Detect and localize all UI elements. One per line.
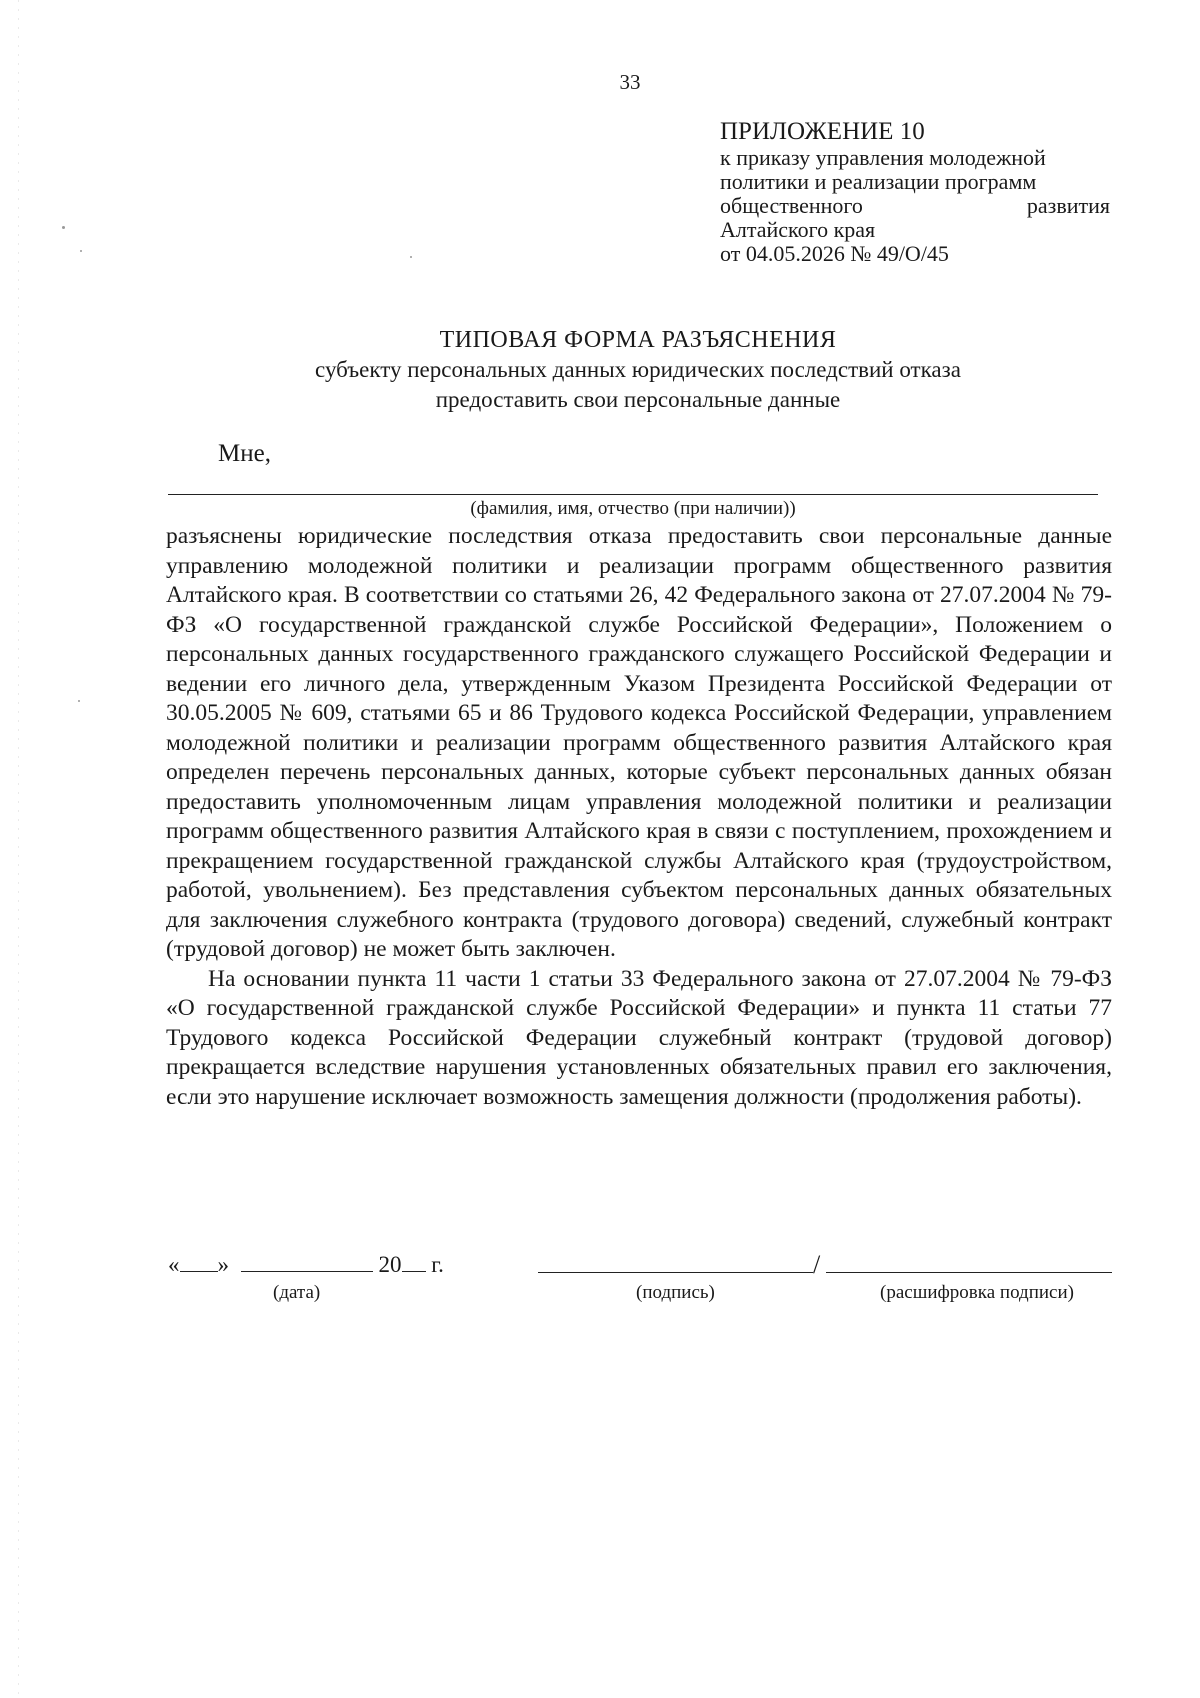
signature-caption: (подпись)	[636, 1282, 715, 1303]
document-title: ТИПОВАЯ ФОРМА РАЗЪЯСНЕНИЯ	[439, 327, 837, 353]
year-suffix: г.	[431, 1252, 444, 1277]
signature-row	[168, 1252, 1112, 1312]
close-quote: »	[217, 1252, 229, 1277]
open-quote: «	[168, 1252, 180, 1277]
addressee-label: Мне,	[218, 440, 271, 467]
body-paragraph: разъяснены юридические последствия отказа предоставить свои персональные данные управлению молодежной политики и реализации программ общественного развития Алтайского края. В соответствии со статьями 26, 42 Федерального закона от 27.07.2004 № 79-ФЗ «О государственной гражданской службе Российской Федерации», Положением о персональных данных государственного гражданского служащего Российской Федерации и ведении его личного дела, утвержденным Указом Президента Российской Федерации от 30.05.2005 № 609, статьями 65 и 86 Трудового кодекса Российской Федерации, управлением молодежной политики и реализации программ общественного развития Алтайского края определен перечень персональных данных, которые субъект персональных данных обязан предоставить уполномоченным лицам управления молодежной политики и реализации программ общественного развития Алтайского края в связи с поступлением, прохождением и прекращением государственной гражданской службы Алтайского края (трудоустройством, работой, увольнением). Без представления субъектом персональных данных обязательных для заключения служебного контракта (трудового договора) сведений, служебный контракт (трудовой договор) не может быть заключен.	[166, 523, 1112, 962]
day-blank[interactable]	[180, 1253, 218, 1272]
body-paragraph: На основании пункта 11 части 1 статьи 33 Федерального закона от 27.07.2004 № 79-ФЗ «О государственной гражданской службе Российской Федерации» и пункта 11 статьи 77 Трудового кодекса Российской Федерации служебный контракт (трудовой договор) прекращается вследствие нарушения установленных обязательных правил его заключения, если это нарушение исключает возможность замещения должности (продолжения работы).	[166, 965, 1112, 1110]
scan-speck	[410, 256, 412, 258]
scan-speck	[80, 250, 82, 252]
appendix-title: ПРИЛОЖЕНИЕ 10	[720, 118, 925, 145]
month-blank[interactable]	[241, 1253, 373, 1272]
appendix-line: общественного развития	[720, 193, 1110, 218]
year-prefix: 20	[378, 1252, 402, 1277]
decoding-caption: (расшифровка подписи)	[880, 1282, 1074, 1303]
appendix-line: Алтайского края	[720, 217, 876, 242]
year-blank[interactable]	[402, 1253, 426, 1272]
scan-speck	[78, 700, 80, 702]
date-field	[168, 1252, 444, 1278]
page-number: 33	[619, 70, 641, 94]
signature-line[interactable]	[538, 1272, 813, 1273]
document-subtitle: предоставить свои персональные данные	[435, 387, 841, 412]
document-subtitle: субъекту персональных данных юридических последствий отказа	[315, 357, 961, 382]
appendix-line: к приказу управления молодежной	[720, 145, 1046, 170]
signature-decoding-line[interactable]	[826, 1272, 1112, 1273]
signature-separator: /	[813, 1250, 821, 1279]
appendix-block	[720, 118, 1110, 266]
body-text	[166, 522, 1112, 1112]
name-caption: (фамилия, имя, отчество (при наличии))	[470, 498, 796, 519]
document-heading	[168, 325, 1108, 415]
name-fill-line[interactable]	[168, 494, 1098, 495]
appendix-line: политики и реализации программ	[720, 169, 1037, 194]
scan-edge-noise	[18, 0, 19, 1698]
date-caption: (дата)	[273, 1282, 321, 1303]
scan-speck	[62, 226, 65, 229]
appendix-line: от 04.05.2026 № 49/О/45	[720, 241, 949, 266]
